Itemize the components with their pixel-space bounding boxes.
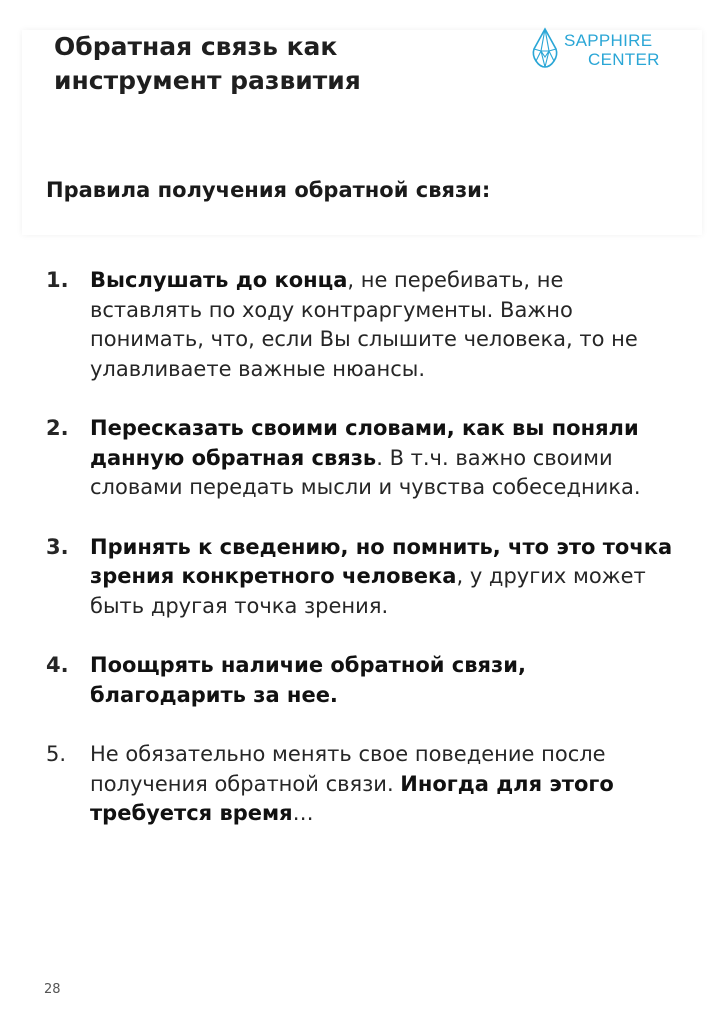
sapphire-gem-icon [530, 27, 560, 73]
rule-item [46, 414, 676, 503]
rule-plain-text: , не перебивать, не вставлять по ходу контраргументы. Важно понимать, что, если Вы слышите человека, то не улавливаете важные нюансы. [90, 268, 638, 381]
rule-number: 5. [46, 742, 67, 766]
rule-bold-tail: Иногда для этого требуется время [90, 771, 614, 825]
rule-plain-text: , у других может быть другая точка зрения. [90, 564, 646, 618]
logo-line-2: CENTER [588, 50, 660, 69]
rule-text [90, 414, 676, 503]
subtitle: Правила получения обратной связи: [46, 178, 491, 202]
rule-number: 3. [46, 534, 69, 559]
rule-bold-text: Поощрять наличие обратной связи, благодарить за нее. [90, 653, 526, 707]
rule-plain-text: . В т.ч. важно своими словами передать мысли и чувства собеседника. [90, 445, 641, 499]
slide-title: Обратная связь как инструмент развития [54, 32, 361, 95]
rule-text [90, 533, 676, 622]
rule-bold-text: Пересказать своими словами, как вы поняли данную обратная связь [90, 416, 639, 470]
rule-text [90, 266, 676, 384]
sapphire-center-logo [530, 26, 670, 74]
rule-tail: … [292, 801, 314, 825]
rule-item [46, 651, 676, 710]
rule-text [90, 740, 676, 829]
rules-list [46, 266, 676, 859]
rule-item [46, 740, 676, 829]
rule-bold-text: Выслушать до конца [90, 268, 348, 292]
rule-text [90, 651, 676, 710]
logo-line-1: SAPPHIRE [564, 31, 653, 50]
rule-plain-text: Не обязательно менять свое поведение после получения обратной связи. [90, 742, 606, 796]
rule-number: 1. [46, 268, 69, 292]
rule-number: 4. [46, 653, 69, 677]
rule-bold-text: Принять к сведению, но помнить, что это точка зрения конкретного человека [90, 534, 673, 588]
page-number: 28 [44, 982, 61, 997]
rule-number: 2. [46, 416, 69, 440]
rule-item [46, 266, 676, 384]
rule-item [46, 533, 676, 622]
